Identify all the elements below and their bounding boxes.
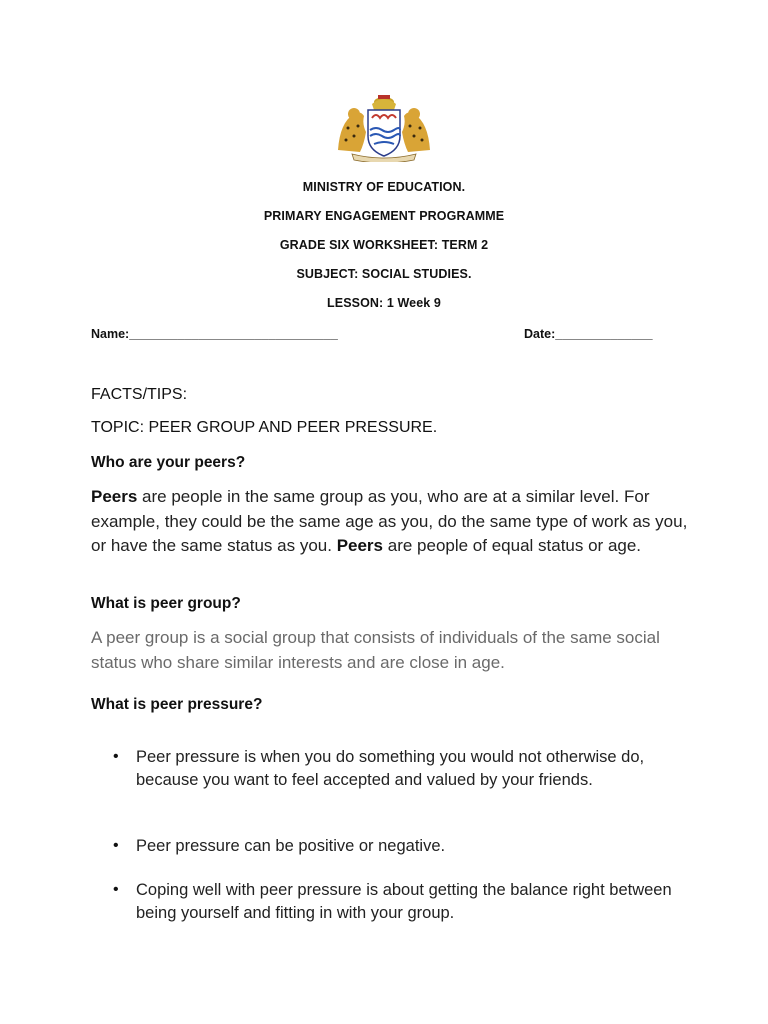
question-what-is-peer-pressure: What is peer pressure?: [91, 696, 263, 713]
facts-heading: FACTS/TIPS:: [91, 386, 188, 403]
lesson-title: LESSON: 1 Week 9: [327, 296, 441, 310]
worksheet-title: GRADE SIX WORKSHEET: TERM 2: [279, 238, 489, 252]
ministry-title: MINISTRY OF EDUCATION.: [302, 180, 466, 194]
peers-definition-paragraph: [91, 485, 691, 559]
peer-group-definition: A peer group is a social group that consists of individuals of the same social status who share similar interests and are close in age.: [91, 628, 660, 672]
list-item: • Peer pressure can be positive or negative.: [91, 835, 691, 858]
coat-of-arms-icon: [334, 92, 434, 162]
subject-title: SUBJECT: SOCIAL STUDIES.: [296, 267, 472, 281]
programme-title: PRIMARY ENGAGEMENT PROGRAMME: [263, 209, 505, 223]
question-who-are-peers: Who are your peers?: [91, 454, 246, 471]
name-field[interactable]: Name:______________________________: [91, 327, 338, 341]
peers-definition-text: are people in the same group as you, who are at a similar level. For example, they could be the same age as you, do the same type of work as you, or have the same status as you.: [91, 487, 688, 555]
peers-term: Peers: [91, 487, 138, 506]
date-field[interactable]: Date:______________: [524, 327, 653, 341]
peers-term-second: Peers: [336, 536, 384, 555]
peers-definition-end: are people of equal status or age.: [383, 536, 642, 555]
question-what-is-peer-group: What is peer group?: [91, 595, 241, 612]
list-item: • Peer pressure is when you do something you would not otherwise do, because you want to feel accepted and valued by your friends.: [91, 746, 691, 791]
list-item: • Coping well with peer pressure is about getting the balance right between being yourself and fitting in with your group.: [91, 879, 691, 924]
topic-heading: TOPIC: PEER GROUP AND PEER PRESSURE.: [91, 419, 438, 436]
